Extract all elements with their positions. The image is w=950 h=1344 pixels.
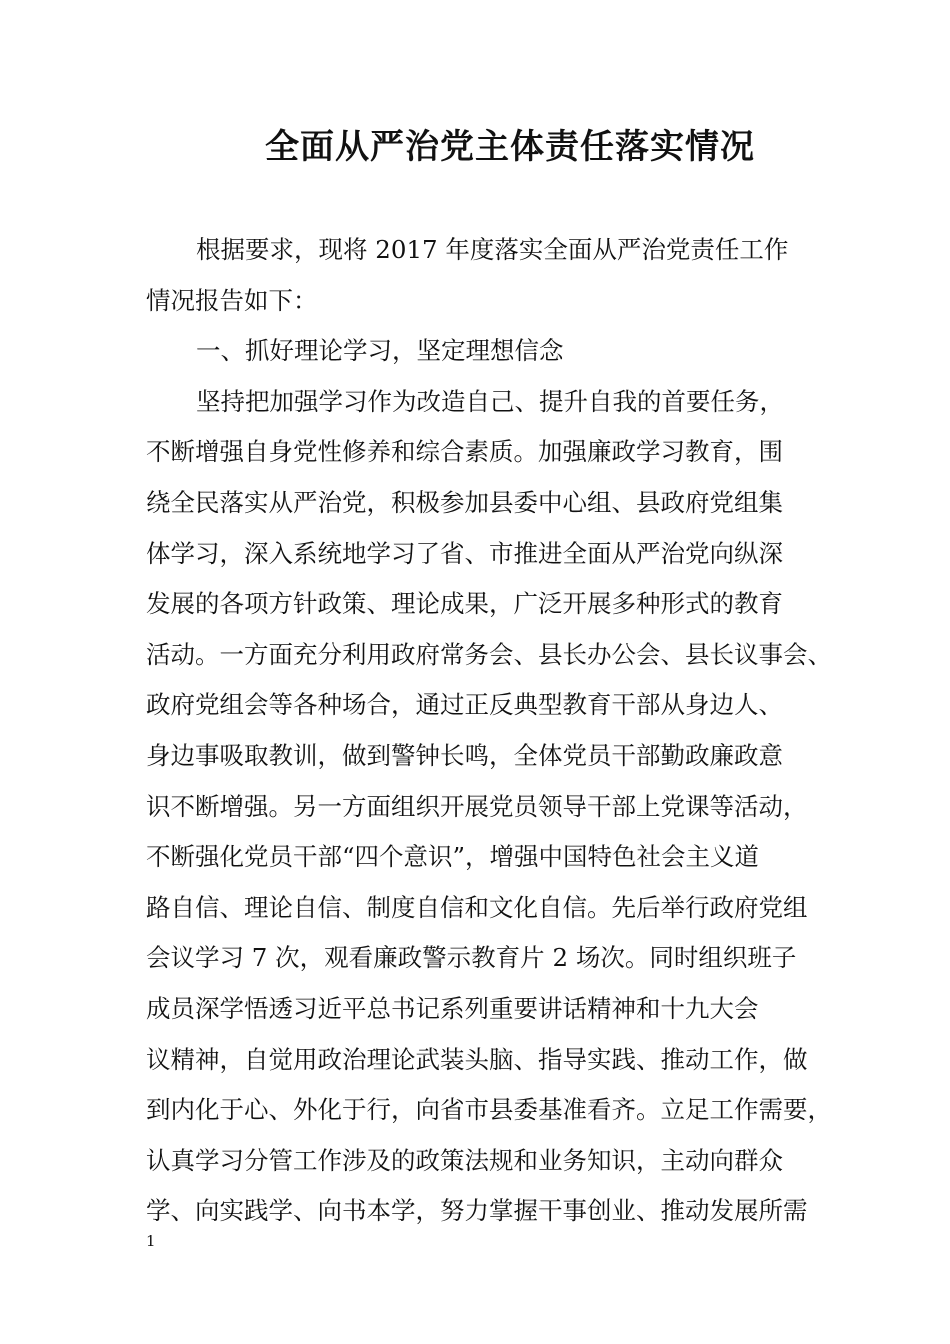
body-line: 体学习，深入系统地学习了省、市推进全面从严治党向纵深: [146, 538, 783, 568]
body-line: 议精神，自觉用政治理论武装头脑、指导实践、推动工作，做: [146, 1044, 808, 1074]
body-line: 坚持把加强学习作为改造自己、提升自我的首要任务，: [196, 386, 784, 416]
body-line: 学、向实践学、向书本学，努力掌握干事创业、推动发展所需: [146, 1196, 808, 1226]
body-line: 根据要求，现将 2017 年度落实全面从严治党责任工作: [196, 235, 789, 264]
body-line: 成员深学悟透习近平总书记系列重要讲话精神和十九大会: [146, 993, 759, 1023]
page-number: 1: [146, 1232, 156, 1250]
document-body: [146, 225, 836, 1237]
body-line: 活动。一方面充分利用政府常务会、县长办公会、县长议事会、: [146, 639, 832, 669]
body-line: 不断强化党员干部“四个意识”，增强中国特色社会主义道: [146, 842, 760, 872]
body-line: 政府党组会等各种场合，通过正反典型教育干部从身边人、: [146, 690, 783, 720]
body-line: 绕全民落实从严治党，积极参加县委中心组、县政府党组集: [146, 487, 783, 517]
body-line: 认真学习分管工作涉及的政策法规和业务知识，主动向群众: [146, 1145, 783, 1175]
body-line: 不断增强自身党性修养和综合素质。加强廉政学习教育，围: [146, 437, 783, 467]
body-line: 发展的各项方针政策、理论成果，广泛开展多种形式的教育: [146, 589, 783, 619]
document-title: 全面从严治党主体责任落实情况: [265, 127, 755, 167]
body-line: 会议学习 7 次，观看廉政警示教育片 2 场次。同时组织班子: [146, 943, 797, 973]
body-line: 身边事吸取教训，做到警钟长鸣，全体党员干部勤政廉政意: [146, 740, 783, 770]
body-line: 路自信、理论自信、制度自信和文化自信。先后举行政府党组: [146, 892, 808, 922]
body-line: 到内化于心、外化于行，向省市县委基准看齐。立足工作需要，: [146, 1095, 832, 1125]
body-line: 识不断增强。另一方面组织开展党员领导干部上党课等活动，: [146, 791, 808, 821]
section-heading: 一、抓好理论学习，坚定理想信念: [196, 336, 564, 366]
body-line: 情况报告如下：: [146, 285, 318, 315]
